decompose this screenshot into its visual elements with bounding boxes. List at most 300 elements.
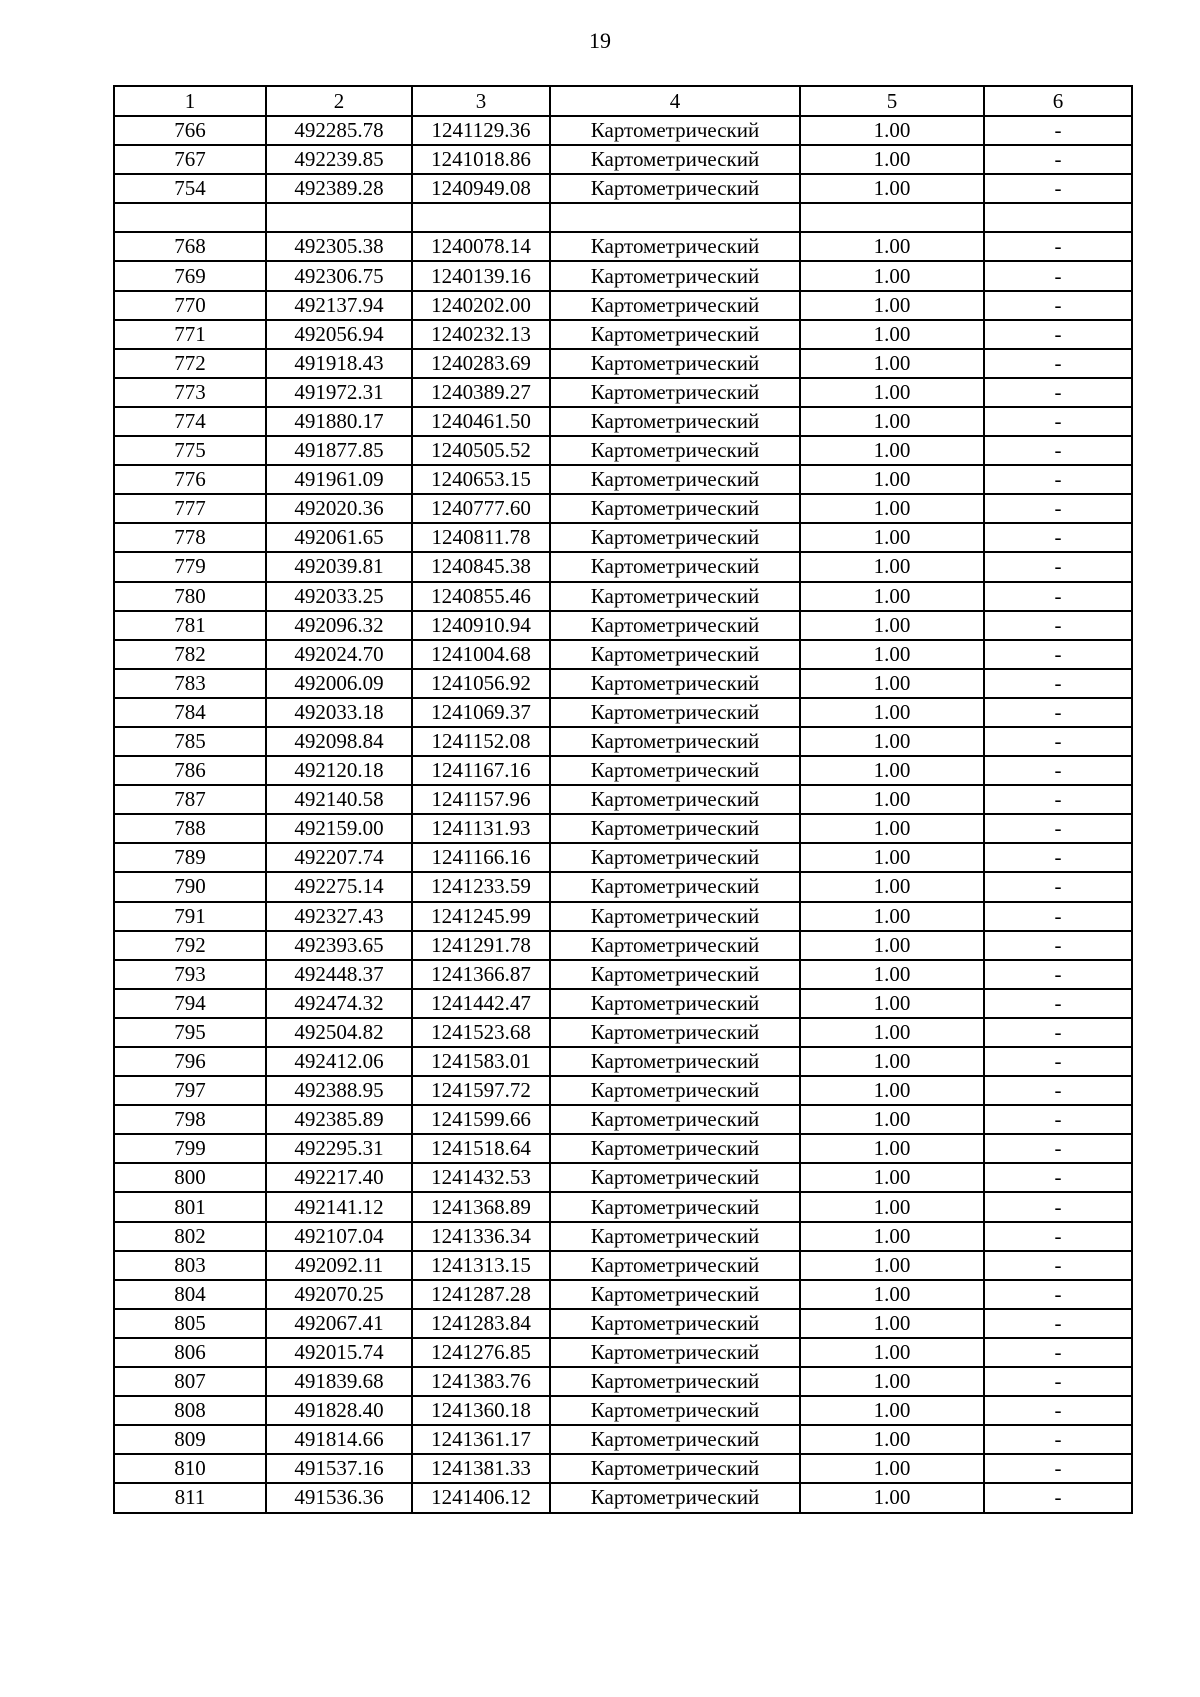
note-cell: -: [984, 872, 1132, 901]
point-number-cell: 768: [114, 232, 266, 261]
point-number-cell: 791: [114, 902, 266, 931]
y-coordinate-cell: 1240139.16: [412, 261, 550, 290]
accuracy-cell: 1.00: [800, 960, 984, 989]
note-cell: -: [984, 931, 1132, 960]
y-coordinate-cell: 1240232.13: [412, 320, 550, 349]
y-coordinate-cell: 1241157.96: [412, 785, 550, 814]
header-row: [114, 86, 1132, 116]
accuracy-cell: 1.00: [800, 1047, 984, 1076]
method-cell: Картометрический: [550, 232, 800, 261]
y-coordinate-cell: 1241167.16: [412, 756, 550, 785]
point-number-cell: 772: [114, 349, 266, 378]
accuracy-cell: 1.00: [800, 1222, 984, 1251]
note-cell: -: [984, 232, 1132, 261]
method-cell: Картометрический: [550, 552, 800, 581]
note-cell: -: [984, 756, 1132, 785]
method-cell: Картометрический: [550, 291, 800, 320]
point-number-cell: 769: [114, 261, 266, 290]
table-row: [114, 989, 1132, 1018]
method-cell: Картометрический: [550, 582, 800, 611]
method-cell: Картометрический: [550, 523, 800, 552]
note-cell: -: [984, 1251, 1132, 1280]
x-coordinate-cell: 492474.32: [266, 989, 412, 1018]
note-cell: -: [984, 552, 1132, 581]
table-row: [114, 320, 1132, 349]
y-coordinate-cell: 1241276.85: [412, 1338, 550, 1367]
accuracy-cell: 1.00: [800, 436, 984, 465]
accuracy-cell: 1.00: [800, 931, 984, 960]
accuracy-cell: 1.00: [800, 552, 984, 581]
method-cell: Картометрический: [550, 843, 800, 872]
x-coordinate-cell: 492015.74: [266, 1338, 412, 1367]
accuracy-cell: 1.00: [800, 1163, 984, 1192]
accuracy-cell: [800, 203, 984, 232]
note-cell: -: [984, 611, 1132, 640]
x-coordinate-cell: 492020.36: [266, 494, 412, 523]
x-coordinate-cell: 492120.18: [266, 756, 412, 785]
x-coordinate-cell: 492306.75: [266, 261, 412, 290]
table-body: [114, 116, 1132, 1513]
method-cell: Картометрический: [550, 1425, 800, 1454]
table-row: [114, 232, 1132, 261]
x-coordinate-cell: 491961.09: [266, 465, 412, 494]
point-number-cell: 777: [114, 494, 266, 523]
accuracy-cell: 1.00: [800, 145, 984, 174]
note-cell: -: [984, 1076, 1132, 1105]
point-number-cell: 792: [114, 931, 266, 960]
y-coordinate-cell: 1241381.33: [412, 1454, 550, 1483]
table-row: [114, 494, 1132, 523]
table-row: [114, 1367, 1132, 1396]
accuracy-cell: 1.00: [800, 1105, 984, 1134]
point-number-cell: 780: [114, 582, 266, 611]
point-number-cell: 811: [114, 1483, 266, 1512]
point-number-cell: 808: [114, 1396, 266, 1425]
point-number-cell: 806: [114, 1338, 266, 1367]
method-cell: Картометрический: [550, 902, 800, 931]
method-cell: Картометрический: [550, 494, 800, 523]
note-cell: -: [984, 785, 1132, 814]
method-cell: Картометрический: [550, 931, 800, 960]
accuracy-cell: 1.00: [800, 1192, 984, 1221]
point-number-cell: 796: [114, 1047, 266, 1076]
note-cell: -: [984, 1280, 1132, 1309]
accuracy-cell: 1.00: [800, 291, 984, 320]
coordinates-table: [113, 85, 1133, 1514]
note-cell: -: [984, 1018, 1132, 1047]
accuracy-cell: 1.00: [800, 1367, 984, 1396]
method-cell: Картометрический: [550, 989, 800, 1018]
x-coordinate-cell: 492504.82: [266, 1018, 412, 1047]
table-row: [114, 814, 1132, 843]
accuracy-cell: 1.00: [800, 1338, 984, 1367]
method-cell: Картометрический: [550, 174, 800, 203]
x-coordinate-cell: 492096.32: [266, 611, 412, 640]
note-cell: -: [984, 1047, 1132, 1076]
header-cell-5: 5: [800, 86, 984, 116]
x-coordinate-cell: 492137.94: [266, 291, 412, 320]
header-cell-2: 2: [266, 86, 412, 116]
table-row: [114, 756, 1132, 785]
note-cell: -: [984, 1192, 1132, 1221]
x-coordinate-cell: 492412.06: [266, 1047, 412, 1076]
table-row: [114, 727, 1132, 756]
y-coordinate-cell: 1240949.08: [412, 174, 550, 203]
y-coordinate-cell: 1241287.28: [412, 1280, 550, 1309]
method-cell: Картометрический: [550, 698, 800, 727]
point-number-cell: 770: [114, 291, 266, 320]
y-coordinate-cell: 1241599.66: [412, 1105, 550, 1134]
method-cell: Картометрический: [550, 1309, 800, 1338]
accuracy-cell: 1.00: [800, 1454, 984, 1483]
accuracy-cell: 1.00: [800, 1280, 984, 1309]
x-coordinate-cell: 491828.40: [266, 1396, 412, 1425]
point-number-cell: 786: [114, 756, 266, 785]
method-cell: Картометрический: [550, 407, 800, 436]
y-coordinate-cell: 1240283.69: [412, 349, 550, 378]
table-row: [114, 640, 1132, 669]
note-cell: -: [984, 727, 1132, 756]
method-cell: Картометрический: [550, 465, 800, 494]
y-coordinate-cell: 1241361.17: [412, 1425, 550, 1454]
table-row: [114, 1163, 1132, 1192]
point-number-cell: 775: [114, 436, 266, 465]
accuracy-cell: 1.00: [800, 494, 984, 523]
y-coordinate-cell: 1241018.86: [412, 145, 550, 174]
x-coordinate-cell: 492389.28: [266, 174, 412, 203]
note-cell: -: [984, 494, 1132, 523]
x-coordinate-cell: 492141.12: [266, 1192, 412, 1221]
y-coordinate-cell: 1241245.99: [412, 902, 550, 931]
y-coordinate-cell: 1241383.76: [412, 1367, 550, 1396]
accuracy-cell: 1.00: [800, 611, 984, 640]
x-coordinate-cell: 492056.94: [266, 320, 412, 349]
y-coordinate-cell: 1241291.78: [412, 931, 550, 960]
x-coordinate-cell: 492305.38: [266, 232, 412, 261]
method-cell: Картометрический: [550, 960, 800, 989]
method-cell: Картометрический: [550, 669, 800, 698]
accuracy-cell: 1.00: [800, 582, 984, 611]
note-cell: -: [984, 960, 1132, 989]
x-coordinate-cell: 492070.25: [266, 1280, 412, 1309]
x-coordinate-cell: 492107.04: [266, 1222, 412, 1251]
point-number-cell: 799: [114, 1134, 266, 1163]
table-row: [114, 582, 1132, 611]
accuracy-cell: 1.00: [800, 640, 984, 669]
accuracy-cell: 1.00: [800, 407, 984, 436]
table-row: [114, 523, 1132, 552]
y-coordinate-cell: 1241283.84: [412, 1309, 550, 1338]
header-cell-1: 1: [114, 86, 266, 116]
accuracy-cell: 1.00: [800, 320, 984, 349]
table-row: [114, 1047, 1132, 1076]
point-number-cell: 794: [114, 989, 266, 1018]
point-number-cell: 797: [114, 1076, 266, 1105]
y-coordinate-cell: 1240910.94: [412, 611, 550, 640]
method-cell: Картометрический: [550, 378, 800, 407]
note-cell: -: [984, 523, 1132, 552]
note-cell: -: [984, 640, 1132, 669]
x-coordinate-cell: 492024.70: [266, 640, 412, 669]
accuracy-cell: 1.00: [800, 902, 984, 931]
x-coordinate-cell: 491877.85: [266, 436, 412, 465]
note-cell: -: [984, 320, 1132, 349]
y-coordinate-cell: 1241406.12: [412, 1483, 550, 1512]
method-cell: Картометрический: [550, 1367, 800, 1396]
method-cell: Картометрический: [550, 640, 800, 669]
x-coordinate-cell: 492207.74: [266, 843, 412, 872]
note-cell: -: [984, 1134, 1132, 1163]
x-coordinate-cell: [266, 203, 412, 232]
point-number-cell: 779: [114, 552, 266, 581]
note-cell: -: [984, 1105, 1132, 1134]
y-coordinate-cell: 1241129.36: [412, 116, 550, 145]
accuracy-cell: 1.00: [800, 232, 984, 261]
table-row: [114, 843, 1132, 872]
note-cell: -: [984, 291, 1132, 320]
table-row: [114, 1222, 1132, 1251]
point-number-cell: 789: [114, 843, 266, 872]
y-coordinate-cell: 1241336.34: [412, 1222, 550, 1251]
x-coordinate-cell: 491918.43: [266, 349, 412, 378]
note-cell: -: [984, 1367, 1132, 1396]
accuracy-cell: 1.00: [800, 174, 984, 203]
y-coordinate-cell: 1241368.89: [412, 1192, 550, 1221]
header-cell-3: 3: [412, 86, 550, 116]
y-coordinate-cell: 1240389.27: [412, 378, 550, 407]
accuracy-cell: 1.00: [800, 814, 984, 843]
point-number-cell: 778: [114, 523, 266, 552]
method-cell: [550, 203, 800, 232]
table-row: [114, 611, 1132, 640]
x-coordinate-cell: 492033.18: [266, 698, 412, 727]
table-row: [114, 1396, 1132, 1425]
y-coordinate-cell: 1240845.38: [412, 552, 550, 581]
method-cell: Картометрический: [550, 145, 800, 174]
x-coordinate-cell: 492388.95: [266, 1076, 412, 1105]
table-row: [114, 1483, 1132, 1512]
point-number-cell: 787: [114, 785, 266, 814]
table-row: [114, 1018, 1132, 1047]
method-cell: Картометрический: [550, 1076, 800, 1105]
table-row: [114, 1338, 1132, 1367]
x-coordinate-cell: 492006.09: [266, 669, 412, 698]
accuracy-cell: 1.00: [800, 1425, 984, 1454]
point-number-cell: 773: [114, 378, 266, 407]
method-cell: Картометрический: [550, 1134, 800, 1163]
table-row: [114, 785, 1132, 814]
point-number-cell: 788: [114, 814, 266, 843]
point-number-cell: 782: [114, 640, 266, 669]
method-cell: Картометрический: [550, 1192, 800, 1221]
y-coordinate-cell: 1241432.53: [412, 1163, 550, 1192]
accuracy-cell: 1.00: [800, 698, 984, 727]
point-number-cell: 785: [114, 727, 266, 756]
method-cell: Картометрический: [550, 349, 800, 378]
y-coordinate-cell: 1241313.15: [412, 1251, 550, 1280]
method-cell: Картометрический: [550, 872, 800, 901]
point-number-cell: 781: [114, 611, 266, 640]
note-cell: [984, 203, 1132, 232]
accuracy-cell: 1.00: [800, 1134, 984, 1163]
point-number-cell: 804: [114, 1280, 266, 1309]
accuracy-cell: 1.00: [800, 116, 984, 145]
x-coordinate-cell: 492275.14: [266, 872, 412, 901]
table-row: [114, 116, 1132, 145]
page-number: 19: [589, 28, 611, 53]
table-row: [114, 669, 1132, 698]
point-number-cell: 810: [114, 1454, 266, 1483]
note-cell: -: [984, 843, 1132, 872]
table-header: [114, 86, 1132, 116]
point-number-cell: 800: [114, 1163, 266, 1192]
y-coordinate-cell: 1241518.64: [412, 1134, 550, 1163]
point-number-cell: 793: [114, 960, 266, 989]
table-row: [114, 902, 1132, 931]
method-cell: Картометрический: [550, 1280, 800, 1309]
note-cell: -: [984, 116, 1132, 145]
method-cell: Картометрический: [550, 1047, 800, 1076]
point-number-cell: 802: [114, 1222, 266, 1251]
table-row: [114, 1280, 1132, 1309]
table-row: [114, 465, 1132, 494]
accuracy-cell: 1.00: [800, 465, 984, 494]
y-coordinate-cell: 1241056.92: [412, 669, 550, 698]
method-cell: Картометрический: [550, 1105, 800, 1134]
x-coordinate-cell: 492327.43: [266, 902, 412, 931]
table-row: [114, 1309, 1132, 1338]
table-row: [114, 407, 1132, 436]
note-cell: -: [984, 1425, 1132, 1454]
table-row: [114, 1134, 1132, 1163]
x-coordinate-cell: 491839.68: [266, 1367, 412, 1396]
point-number-cell: 774: [114, 407, 266, 436]
y-coordinate-cell: 1240202.00: [412, 291, 550, 320]
x-coordinate-cell: 492239.85: [266, 145, 412, 174]
table-row: [114, 1192, 1132, 1221]
accuracy-cell: 1.00: [800, 1251, 984, 1280]
method-cell: Картометрический: [550, 1222, 800, 1251]
x-coordinate-cell: 492295.31: [266, 1134, 412, 1163]
accuracy-cell: 1.00: [800, 669, 984, 698]
y-coordinate-cell: 1240777.60: [412, 494, 550, 523]
accuracy-cell: 1.00: [800, 727, 984, 756]
point-number-cell: 809: [114, 1425, 266, 1454]
x-coordinate-cell: 492061.65: [266, 523, 412, 552]
note-cell: -: [984, 261, 1132, 290]
x-coordinate-cell: 492140.58: [266, 785, 412, 814]
table-row: [114, 872, 1132, 901]
method-cell: Картометрический: [550, 756, 800, 785]
note-cell: -: [984, 465, 1132, 494]
x-coordinate-cell: 492039.81: [266, 552, 412, 581]
y-coordinate-cell: 1241360.18: [412, 1396, 550, 1425]
accuracy-cell: 1.00: [800, 523, 984, 552]
point-number-cell: 766: [114, 116, 266, 145]
note-cell: -: [984, 669, 1132, 698]
x-coordinate-cell: 491972.31: [266, 378, 412, 407]
method-cell: Картометрический: [550, 436, 800, 465]
point-number-cell: 801: [114, 1192, 266, 1221]
note-cell: -: [984, 1396, 1132, 1425]
x-coordinate-cell: 492285.78: [266, 116, 412, 145]
method-cell: Картометрический: [550, 814, 800, 843]
table-row: [114, 145, 1132, 174]
table-row: [114, 1076, 1132, 1105]
table-row: [114, 436, 1132, 465]
y-coordinate-cell: 1241233.59: [412, 872, 550, 901]
note-cell: -: [984, 378, 1132, 407]
y-coordinate-cell: 1241442.47: [412, 989, 550, 1018]
method-cell: Картометрический: [550, 1338, 800, 1367]
method-cell: Картометрический: [550, 1396, 800, 1425]
note-cell: -: [984, 814, 1132, 843]
note-cell: -: [984, 1309, 1132, 1338]
method-cell: Картометрический: [550, 1483, 800, 1512]
point-number-cell: 776: [114, 465, 266, 494]
x-coordinate-cell: 492217.40: [266, 1163, 412, 1192]
x-coordinate-cell: 491814.66: [266, 1425, 412, 1454]
note-cell: -: [984, 1483, 1132, 1512]
y-coordinate-cell: 1241166.16: [412, 843, 550, 872]
x-coordinate-cell: 492092.11: [266, 1251, 412, 1280]
note-cell: -: [984, 902, 1132, 931]
note-cell: -: [984, 407, 1132, 436]
method-cell: Картометрический: [550, 1454, 800, 1483]
note-cell: -: [984, 1163, 1132, 1192]
table-row: [114, 698, 1132, 727]
method-cell: Картометрический: [550, 261, 800, 290]
x-coordinate-cell: 492448.37: [266, 960, 412, 989]
note-cell: -: [984, 698, 1132, 727]
x-coordinate-cell: 491536.36: [266, 1483, 412, 1512]
note-cell: -: [984, 989, 1132, 1018]
accuracy-cell: 1.00: [800, 1396, 984, 1425]
table-row: [114, 552, 1132, 581]
point-number-cell: 771: [114, 320, 266, 349]
table-row: [114, 378, 1132, 407]
method-cell: Картометрический: [550, 1251, 800, 1280]
point-number-cell: 798: [114, 1105, 266, 1134]
note-cell: -: [984, 1338, 1132, 1367]
accuracy-cell: 1.00: [800, 378, 984, 407]
point-number-cell: 795: [114, 1018, 266, 1047]
y-coordinate-cell: 1240855.46: [412, 582, 550, 611]
y-coordinate-cell: 1241004.68: [412, 640, 550, 669]
x-coordinate-cell: 492033.25: [266, 582, 412, 611]
table-row: [114, 960, 1132, 989]
note-cell: -: [984, 1454, 1132, 1483]
method-cell: Картометрический: [550, 611, 800, 640]
y-coordinate-cell: 1241583.01: [412, 1047, 550, 1076]
y-coordinate-cell: [412, 203, 550, 232]
table-row: [114, 1454, 1132, 1483]
accuracy-cell: 1.00: [800, 989, 984, 1018]
y-coordinate-cell: 1240653.15: [412, 465, 550, 494]
method-cell: Картометрический: [550, 727, 800, 756]
method-cell: Картометрический: [550, 320, 800, 349]
note-cell: -: [984, 349, 1132, 378]
accuracy-cell: 1.00: [800, 756, 984, 785]
point-number-cell: [114, 203, 266, 232]
point-number-cell: 754: [114, 174, 266, 203]
accuracy-cell: 1.00: [800, 1309, 984, 1338]
header-cell-6: 6: [984, 86, 1132, 116]
point-number-cell: 805: [114, 1309, 266, 1338]
y-coordinate-cell: 1241366.87: [412, 960, 550, 989]
method-cell: Картометрический: [550, 116, 800, 145]
table-row: [114, 291, 1132, 320]
